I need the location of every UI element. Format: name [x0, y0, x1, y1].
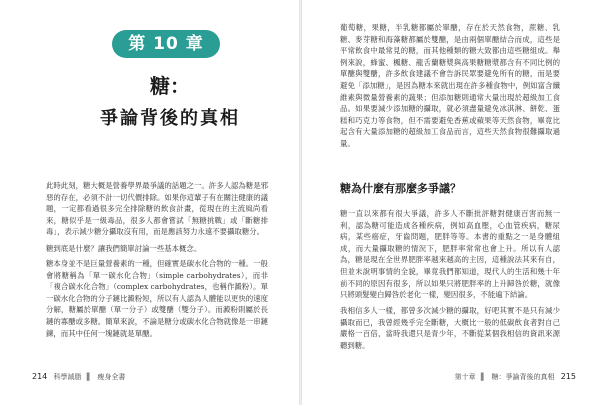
right-footer [455, 372, 580, 382]
book-title: 科學減脂 [53, 373, 82, 381]
book-gutter [299, 0, 302, 405]
page-number-left: 214 [32, 372, 48, 381]
right-paragraph-bottom-1: 糖一直以來都有很大爭議，許多人不斷批評糖對健康百害而無一利，認為糖可能造成各種疾病，例如高血壓，心血管疾病，糖尿病，某些癌症，牙齒問題，肥胖等等。本書的重點之一是身體組成，而大量攝取糖的情況下，肥胖率常常也會上升。所以有人認為，糖是現在全世界肥胖率越來越高的主因，這種說法其來有自，但並未說明事情的全貌，畢竟我們都知道，現代人的生活和幾十年前不同的原因有很多，所以如果只將肥胖率的上升歸咎於糖，就像只將頭髮變白歸咎於老化一樣，變因很多，不能遍下結論。 [340, 209, 560, 300]
running-title: 糖：爭論背後的真相 [491, 373, 555, 381]
book-subtitle: 瘦身全書 [97, 373, 126, 381]
right-paragraph-bottom-2: 我相信多人一樣，都曾多次減少糖的攝取，好吧其實不是只有減少攝取而已，我曾經幾乎完全斷糖，大概比一般的低碳飲食者對自己嚴格一百倍，當時我還只是青少年，不斷從某個我相信的資訊來源聽到糖。 [340, 306, 560, 350]
footer-separator: ▌ [86, 373, 93, 381]
section-heading: 糖為什麼有那麼多爭議？ [340, 182, 461, 195]
chapter-title-line2: 爭論背後的真相 [100, 108, 240, 129]
page-number-right: 215 [560, 372, 576, 381]
running-chapter: 第十章 [454, 373, 476, 381]
right-paragraph-top: 葡萄糖，果糖，半乳糖都屬於單醣，存在於天然食物，蔗糖、乳糖、麥芽糖和海藻糖都屬於雙醣，是由兩個單醣結合而成，這些是平常飲食中最常見的糖，而其他種類的糖大致都由這些糖組成。舉例來說，蜂蜜、楓糖、龍舌蘭糖漿與高果糖糖漿都含有不同比例的單醣與雙醣，許多飲食建議不會告訴民眾要避免所有的糖，而是要避免「添加糖」，是因為糖本來就出現在許多種食物中，例如富含纖維素與微量營養素的蔬果；但添加糖則通常大量出現於超級加工食品。如果要減少添加糖的攝取，就必須盡量避免冰淇淋、餅乾、蛋糕和巧克力等食物，但不需要避免香蕉或蘋果等天然食物，畢竟比起含有大量添加糖的超級加工食品而言，這些天然食物很難攝取過量。 [340, 23, 560, 148]
left-paragraph-2: 糖到底是什麼？讓我們簡單討論一些基本概念。 [46, 244, 202, 253]
footer-separator: ▌ [480, 373, 487, 381]
left-footer [28, 372, 125, 382]
chapter-title-line1: 糖： [150, 74, 190, 98]
left-paragraph-1: 此時此刻，糖大概是營養學界最爭議的話題之一。許多人認為糖是邪惡的存在，必須不計一切代價排除。如果你這輩子有在關注健康的議題，一定都看過很多完全排除糖的飲食計畫，從現在的主流風尚看來，糖似乎是一級毒品，很多人都會嘗試「無糖挑戰」或「斷糖排毒」，表示減少糖分攝取沒有用，而是應該努力永遠不要攝取糖分。 [46, 181, 268, 237]
chapter-label: 第 10 章 [112, 30, 220, 58]
left-paragraph-3: 糖本身並不是巨量營養素的一種，但確實是碳水化合物的一種。一般會將糖稱為「單一碳水化合物」（simple carbohydrates），而非「複合碳水化合物」（complex carbohydrates，也稱作澱粉）。單一碳水化合物的分子鏈比澱粉短，所以有人認為人體能以更快的速度分解，糖屬於單醣（單一分子）或雙醣（雙分子）。而澱粉則屬於長鏈的寡醣或多糖。簡單來說，不論是糖分或碳水化合物就像是一串鏈鍊，而其中任何一塊鏈就是單醣。 [46, 259, 268, 338]
